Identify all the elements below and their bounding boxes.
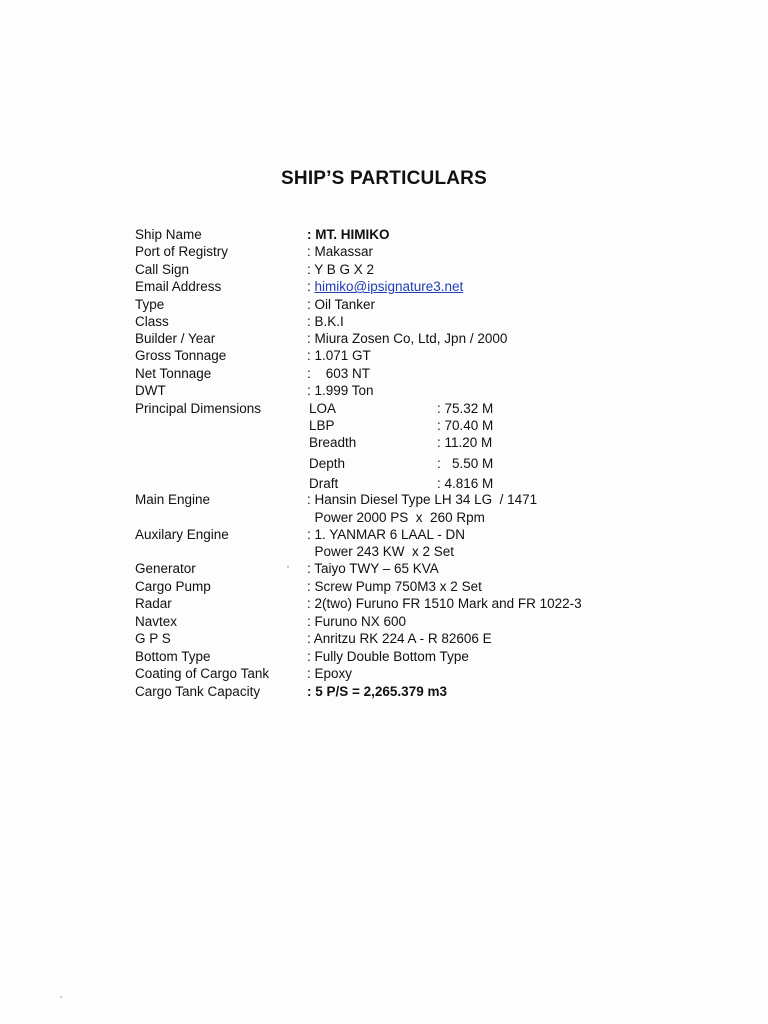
label-auxilary-engine: Auxilary Engine bbox=[135, 527, 229, 542]
value-bottom-type: : Fully Double Bottom Type bbox=[307, 649, 469, 664]
dimension-label: Depth bbox=[309, 456, 346, 471]
page-title: SHIP’S PARTICULARS bbox=[281, 168, 487, 189]
value-ship-name: : MT. HIMIKO bbox=[307, 227, 390, 242]
label-ship-name: Ship Name bbox=[135, 227, 202, 242]
label-radar: Radar bbox=[135, 596, 172, 611]
dimension-label: LOA bbox=[309, 401, 337, 416]
label-gross-tonnage: Gross Tonnage bbox=[135, 348, 227, 363]
value-gps: : Anritzu RK 224 A - R 82606 E bbox=[307, 631, 492, 646]
label-class: Class bbox=[135, 314, 169, 329]
email-link[interactable]: himiko@ipsignature3.net bbox=[314, 279, 464, 294]
label-cargo-tank-capacity: Cargo Tank Capacity bbox=[135, 684, 261, 699]
value-auxilary-engine-line2: Power 243 KW x 2 Set bbox=[307, 544, 455, 559]
value-call-sign: : Y B G X 2 bbox=[307, 262, 375, 277]
dimension-label: Draft bbox=[309, 476, 339, 491]
label-call-sign: Call Sign bbox=[135, 262, 190, 277]
value-builder-year: : Miura Zosen Co, Ltd, Jpn / 2000 bbox=[307, 331, 508, 346]
label-net-tonnage: Net Tonnage bbox=[135, 366, 212, 381]
label-main-engine: Main Engine bbox=[135, 492, 211, 507]
value-dwt: : 1.999 Ton bbox=[307, 383, 374, 398]
label-generator: Generator bbox=[135, 561, 196, 576]
scan-speck bbox=[287, 566, 289, 568]
dimension-value: : 11.20 M bbox=[437, 435, 493, 450]
value-radar: : 2(two) Furuno FR 1510 Mark and FR 1022-3 bbox=[307, 596, 582, 611]
label-email-address: Email Address bbox=[135, 279, 222, 294]
value-main-engine-line1: : Hansin Diesel Type LH 34 LG / 1471 bbox=[307, 492, 538, 507]
label-principal-dimensions: Principal Dimensions bbox=[135, 401, 262, 416]
label-port-of-registry: Port of Registry bbox=[135, 244, 229, 259]
dimension-label: Breadth bbox=[309, 435, 357, 450]
dimension-value: : 4.816 M bbox=[437, 476, 494, 491]
label-navtex: Navtex bbox=[135, 614, 178, 629]
value-cargo-pump: : Screw Pump 750M3 x 2 Set bbox=[307, 579, 482, 594]
value-main-engine-line2: Power 2000 PS x 260 Rpm bbox=[307, 510, 485, 525]
value-net-tonnage: : 603 NT bbox=[307, 366, 371, 381]
dimension-value: : 75.32 M bbox=[437, 401, 494, 416]
email-prefix: : bbox=[307, 279, 315, 294]
value-navtex: : Furuno NX 600 bbox=[307, 614, 407, 629]
value-cargo-tank-capacity: : 5 P/S = 2,265.379 m3 bbox=[307, 684, 447, 699]
value-type: : Oil Tanker bbox=[307, 297, 376, 312]
value-class: : B.K.I bbox=[307, 314, 344, 329]
value-email-address bbox=[307, 278, 463, 295]
label-type: Type bbox=[135, 297, 165, 312]
scan-speck bbox=[60, 996, 62, 998]
value-auxilary-engine-line1: : 1. YANMAR 6 LAAL - DN bbox=[307, 527, 466, 542]
value-generator: : Taiyo TWY – 65 KVA bbox=[307, 561, 439, 576]
value-gross-tonnage: : 1.071 GT bbox=[307, 348, 371, 363]
label-coating-of-cargo-tank: Coating of Cargo Tank bbox=[135, 666, 270, 681]
dimension-value: : 70.40 M bbox=[437, 418, 494, 433]
label-gps: G P S bbox=[135, 631, 171, 646]
label-bottom-type: Bottom Type bbox=[135, 649, 211, 664]
dimension-label: LBP bbox=[309, 418, 335, 433]
label-cargo-pump: Cargo Pump bbox=[135, 579, 211, 594]
label-dwt: DWT bbox=[135, 383, 166, 398]
dimension-value: : 5.50 M bbox=[437, 456, 494, 471]
label-builder-year: Builder / Year bbox=[135, 331, 216, 346]
value-port-of-registry: : Makassar bbox=[307, 244, 374, 259]
value-coating: : Epoxy bbox=[307, 666, 353, 681]
